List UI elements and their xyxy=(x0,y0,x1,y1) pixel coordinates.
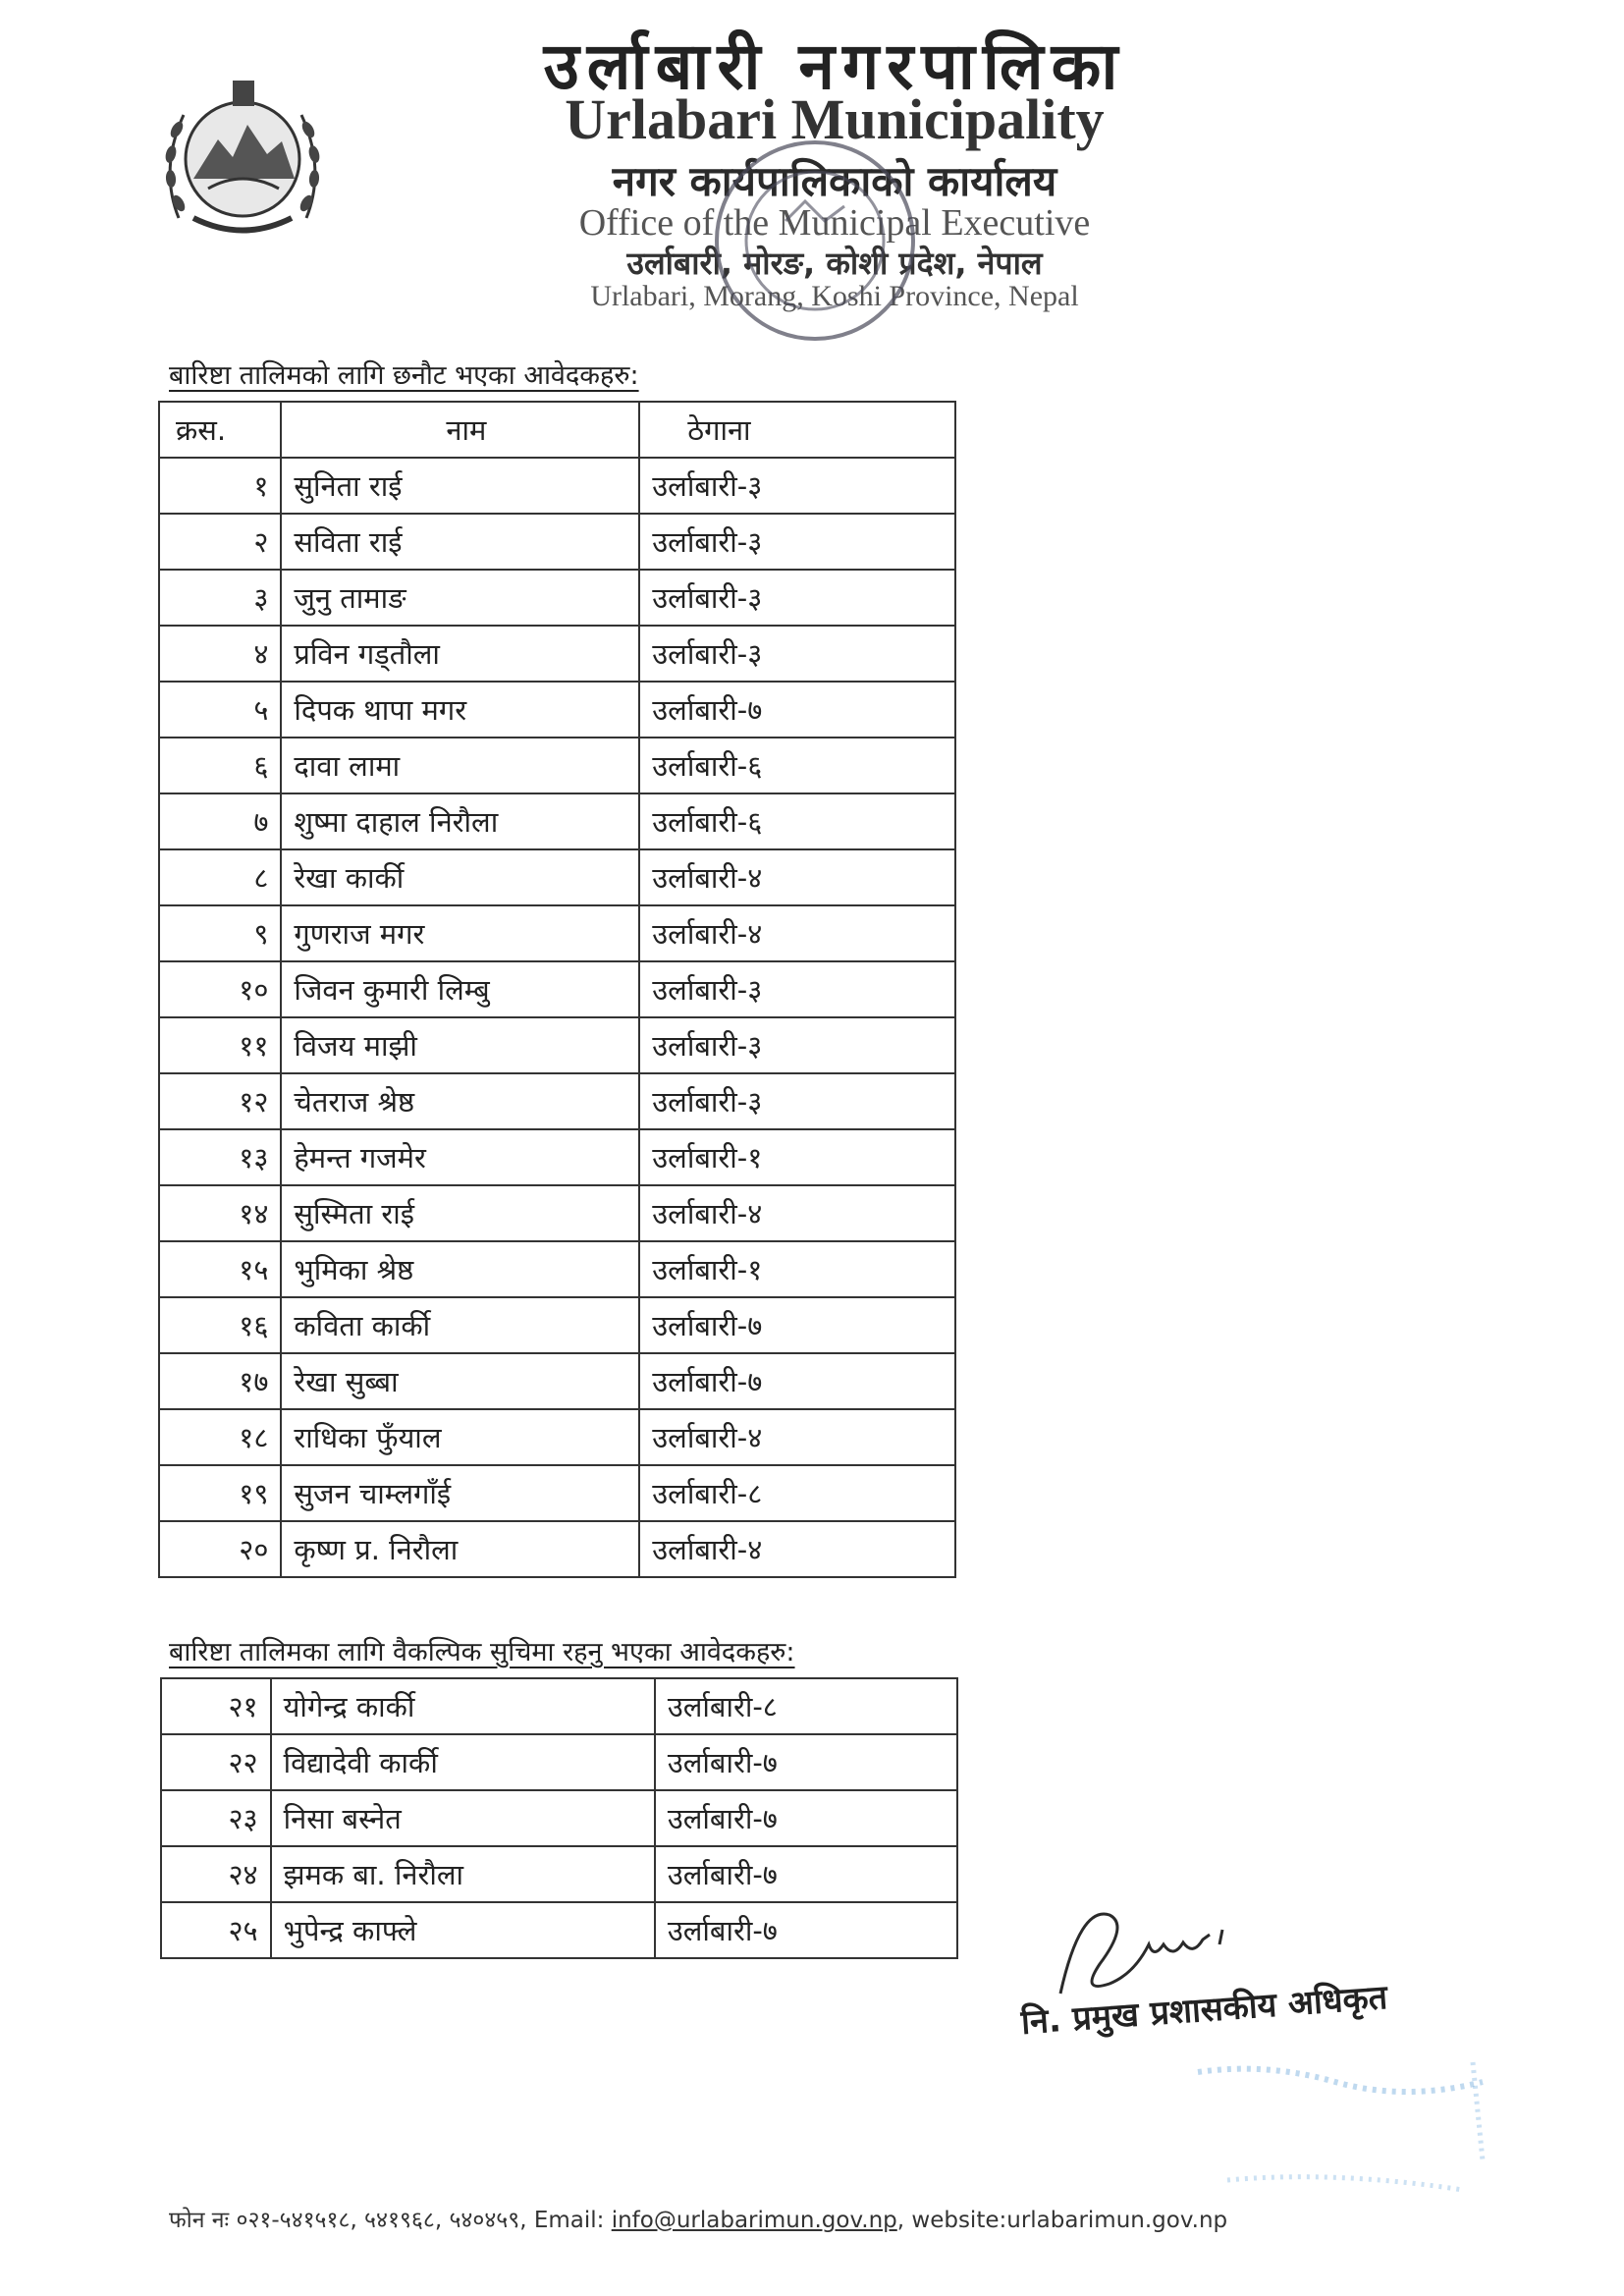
name-cell: सुनिता राई xyxy=(281,458,639,514)
table-row xyxy=(159,1017,955,1073)
signatory-title: नि. प्रमुख प्रशासकीय अधिकृत xyxy=(1019,1977,1389,2043)
address-cell: उर्लाबारी-७ xyxy=(655,1790,957,1846)
serial-cell: १२ xyxy=(159,1073,281,1129)
table-row xyxy=(161,1734,957,1790)
name-cell: विजय माझी xyxy=(281,1017,639,1073)
column-header-address: ठेगाना xyxy=(639,402,955,458)
alternate-applicants-heading: बारिष्टा तालिमका लागि वैकल्पिक सुचिमा रहनु भएका आवेदकहरु: xyxy=(169,1637,795,1667)
serial-cell: २२ xyxy=(161,1734,271,1790)
office-title-nepali: नगर कार्यपालिकाको कार्यालय xyxy=(612,157,1057,205)
table-row xyxy=(159,1241,955,1297)
serial-cell: २ xyxy=(159,514,281,570)
name-cell: रेखा सुब्बा xyxy=(281,1353,639,1409)
serial-cell: ३ xyxy=(159,570,281,626)
address-nepali: उर्लाबारी, मोरङ, कोशी प्रदेश, नेपाल xyxy=(626,245,1043,282)
serial-cell: २३ xyxy=(161,1790,271,1846)
table-row xyxy=(159,738,955,793)
name-cell: योगेन्द्र कार्की xyxy=(271,1678,655,1734)
address-cell: उर्लाबारी-३ xyxy=(639,961,955,1017)
alternate-applicants-rows xyxy=(161,1678,957,1958)
address-cell: उर्लाबारी-३ xyxy=(639,626,955,682)
name-cell: निसा बस्नेत xyxy=(271,1790,655,1846)
table-header-row xyxy=(159,402,955,458)
serial-cell: २५ xyxy=(161,1902,271,1958)
column-header-name: नाम xyxy=(281,402,639,458)
name-cell: कृष्ण प्र. निरौला xyxy=(281,1521,639,1577)
name-cell: भुपेन्द्र काफ्ले xyxy=(271,1902,655,1958)
table-row xyxy=(159,458,955,514)
address-cell: उर्लाबारी-३ xyxy=(639,458,955,514)
name-cell: जिवन कुमारी लिम्बु xyxy=(281,961,639,1017)
address-cell: उर्लाबारी-६ xyxy=(639,738,955,793)
municipality-emblem-icon xyxy=(149,71,336,243)
table-row xyxy=(159,514,955,570)
serial-cell: १४ xyxy=(159,1185,281,1241)
serial-cell: ११ xyxy=(159,1017,281,1073)
selected-applicants-heading: बारिष्टा तालिमको लागि छनौट भएका आवेदकहरु: xyxy=(169,360,639,391)
address-cell: उर्लाबारी-३ xyxy=(639,570,955,626)
address-cell: उर्लाबारी-८ xyxy=(639,1465,955,1521)
serial-cell: ९ xyxy=(159,905,281,961)
table-row xyxy=(159,1409,955,1465)
address-cell: उर्लाबारी-७ xyxy=(655,1846,957,1902)
name-cell: दिपक थापा मगर xyxy=(281,682,639,738)
table-row xyxy=(161,1790,957,1846)
serial-cell: १६ xyxy=(159,1297,281,1353)
address-cell: उर्लाबारी-७ xyxy=(639,682,955,738)
name-cell: सुजन चाम्लगाँई xyxy=(281,1465,639,1521)
selected-applicants-table xyxy=(158,401,956,1578)
name-cell: प्रविन गड्तौला xyxy=(281,626,639,682)
table-row xyxy=(161,1902,957,1958)
municipality-title-english: Urlabari Municipality xyxy=(565,87,1105,151)
address-cell: उर्लाबारी-७ xyxy=(655,1902,957,1958)
name-cell: सुस्मिता राई xyxy=(281,1185,639,1241)
name-cell: चेतराज श्रेष्ठ xyxy=(281,1073,639,1129)
table-row xyxy=(159,961,955,1017)
contact-footer xyxy=(169,2203,1227,2234)
address-cell: उर्लाबारी-३ xyxy=(639,1073,955,1129)
serial-cell: १७ xyxy=(159,1353,281,1409)
name-cell: जुनु तामाङ xyxy=(281,570,639,626)
table-row xyxy=(159,1521,955,1577)
serial-cell: २० xyxy=(159,1521,281,1577)
address-cell: उर्लाबारी-७ xyxy=(655,1734,957,1790)
serial-cell: १८ xyxy=(159,1409,281,1465)
table-row xyxy=(159,905,955,961)
office-seal-stamp-icon xyxy=(707,128,923,354)
name-cell: राधिका फुँयाल xyxy=(281,1409,639,1465)
address-cell: उर्लाबारी-३ xyxy=(639,514,955,570)
municipality-title-nepali: उर्लाबारी नगरपालिका xyxy=(543,28,1126,104)
serial-cell: ६ xyxy=(159,738,281,793)
selected-applicants-rows xyxy=(159,458,955,1577)
table-row xyxy=(161,1846,957,1902)
serial-cell: १ xyxy=(159,458,281,514)
serial-cell: २१ xyxy=(161,1678,271,1734)
serial-cell: १५ xyxy=(159,1241,281,1297)
alternate-applicants-table xyxy=(160,1677,958,1959)
email-label: Email: xyxy=(533,2208,605,2233)
serial-cell: ४ xyxy=(159,626,281,682)
phone-numbers: ०२१-५४१५१८, ५४१९६८, ५४०४५९, xyxy=(236,2208,527,2233)
address-cell: उर्लाबारी-४ xyxy=(639,905,955,961)
website-text: , website:urlabarimun.gov.np xyxy=(896,2208,1228,2233)
address-cell: उर्लाबारी-६ xyxy=(639,793,955,849)
table-row xyxy=(161,1678,957,1734)
table-row xyxy=(159,682,955,738)
name-cell: हेमन्त गजमेर xyxy=(281,1129,639,1185)
address-cell: उर्लाबारी-७ xyxy=(639,1353,955,1409)
serial-cell: ८ xyxy=(159,849,281,905)
name-cell: रेखा कार्की xyxy=(281,849,639,905)
table-row xyxy=(159,626,955,682)
email-link[interactable]: info@urlabarimun.gov.np xyxy=(611,2208,897,2233)
table-row xyxy=(159,1465,955,1521)
table-row xyxy=(159,793,955,849)
name-cell: कविता कार्की xyxy=(281,1297,639,1353)
address-cell: उर्लाबारी-४ xyxy=(639,849,955,905)
name-cell: सविता राई xyxy=(281,514,639,570)
serial-cell: १३ xyxy=(159,1129,281,1185)
table-row xyxy=(159,1297,955,1353)
name-cell: शुष्मा दाहाल निरौला xyxy=(281,793,639,849)
address-cell: उर्लाबारी-४ xyxy=(639,1185,955,1241)
name-cell: विद्यादेवी कार्की xyxy=(271,1734,655,1790)
table-row xyxy=(159,849,955,905)
address-cell: उर्लाबारी-३ xyxy=(639,1017,955,1073)
name-cell: झमक बा. निरौला xyxy=(271,1846,655,1902)
office-title-english: Office of the Municipal Executive xyxy=(578,202,1091,244)
address-cell: उर्लाबारी-८ xyxy=(655,1678,957,1734)
address-english: Urlabari, Morang, Koshi Province, Nepal xyxy=(590,280,1079,312)
table-row xyxy=(159,1129,955,1185)
table-row xyxy=(159,1185,955,1241)
address-cell: उर्लाबारी-४ xyxy=(639,1409,955,1465)
table-row xyxy=(159,1073,955,1129)
column-header-sn: क्रस. xyxy=(159,402,281,458)
blue-ink-stamp-icon xyxy=(1188,2043,1502,2200)
serial-cell: १० xyxy=(159,961,281,1017)
serial-cell: ७ xyxy=(159,793,281,849)
phone-label: फोन नः xyxy=(169,2208,230,2233)
serial-cell: २४ xyxy=(161,1846,271,1902)
serial-cell: १९ xyxy=(159,1465,281,1521)
address-cell: उर्लाबारी-१ xyxy=(639,1241,955,1297)
address-cell: उर्लाबारी-७ xyxy=(639,1297,955,1353)
name-cell: गुणराज मगर xyxy=(281,905,639,961)
address-cell: उर्लाबारी-१ xyxy=(639,1129,955,1185)
name-cell: भुमिका श्रेष्ठ xyxy=(281,1241,639,1297)
serial-cell: ५ xyxy=(159,682,281,738)
name-cell: दावा लामा xyxy=(281,738,639,793)
table-row xyxy=(159,1353,955,1409)
table-row xyxy=(159,570,955,626)
address-cell: उर्लाबारी-४ xyxy=(639,1521,955,1577)
